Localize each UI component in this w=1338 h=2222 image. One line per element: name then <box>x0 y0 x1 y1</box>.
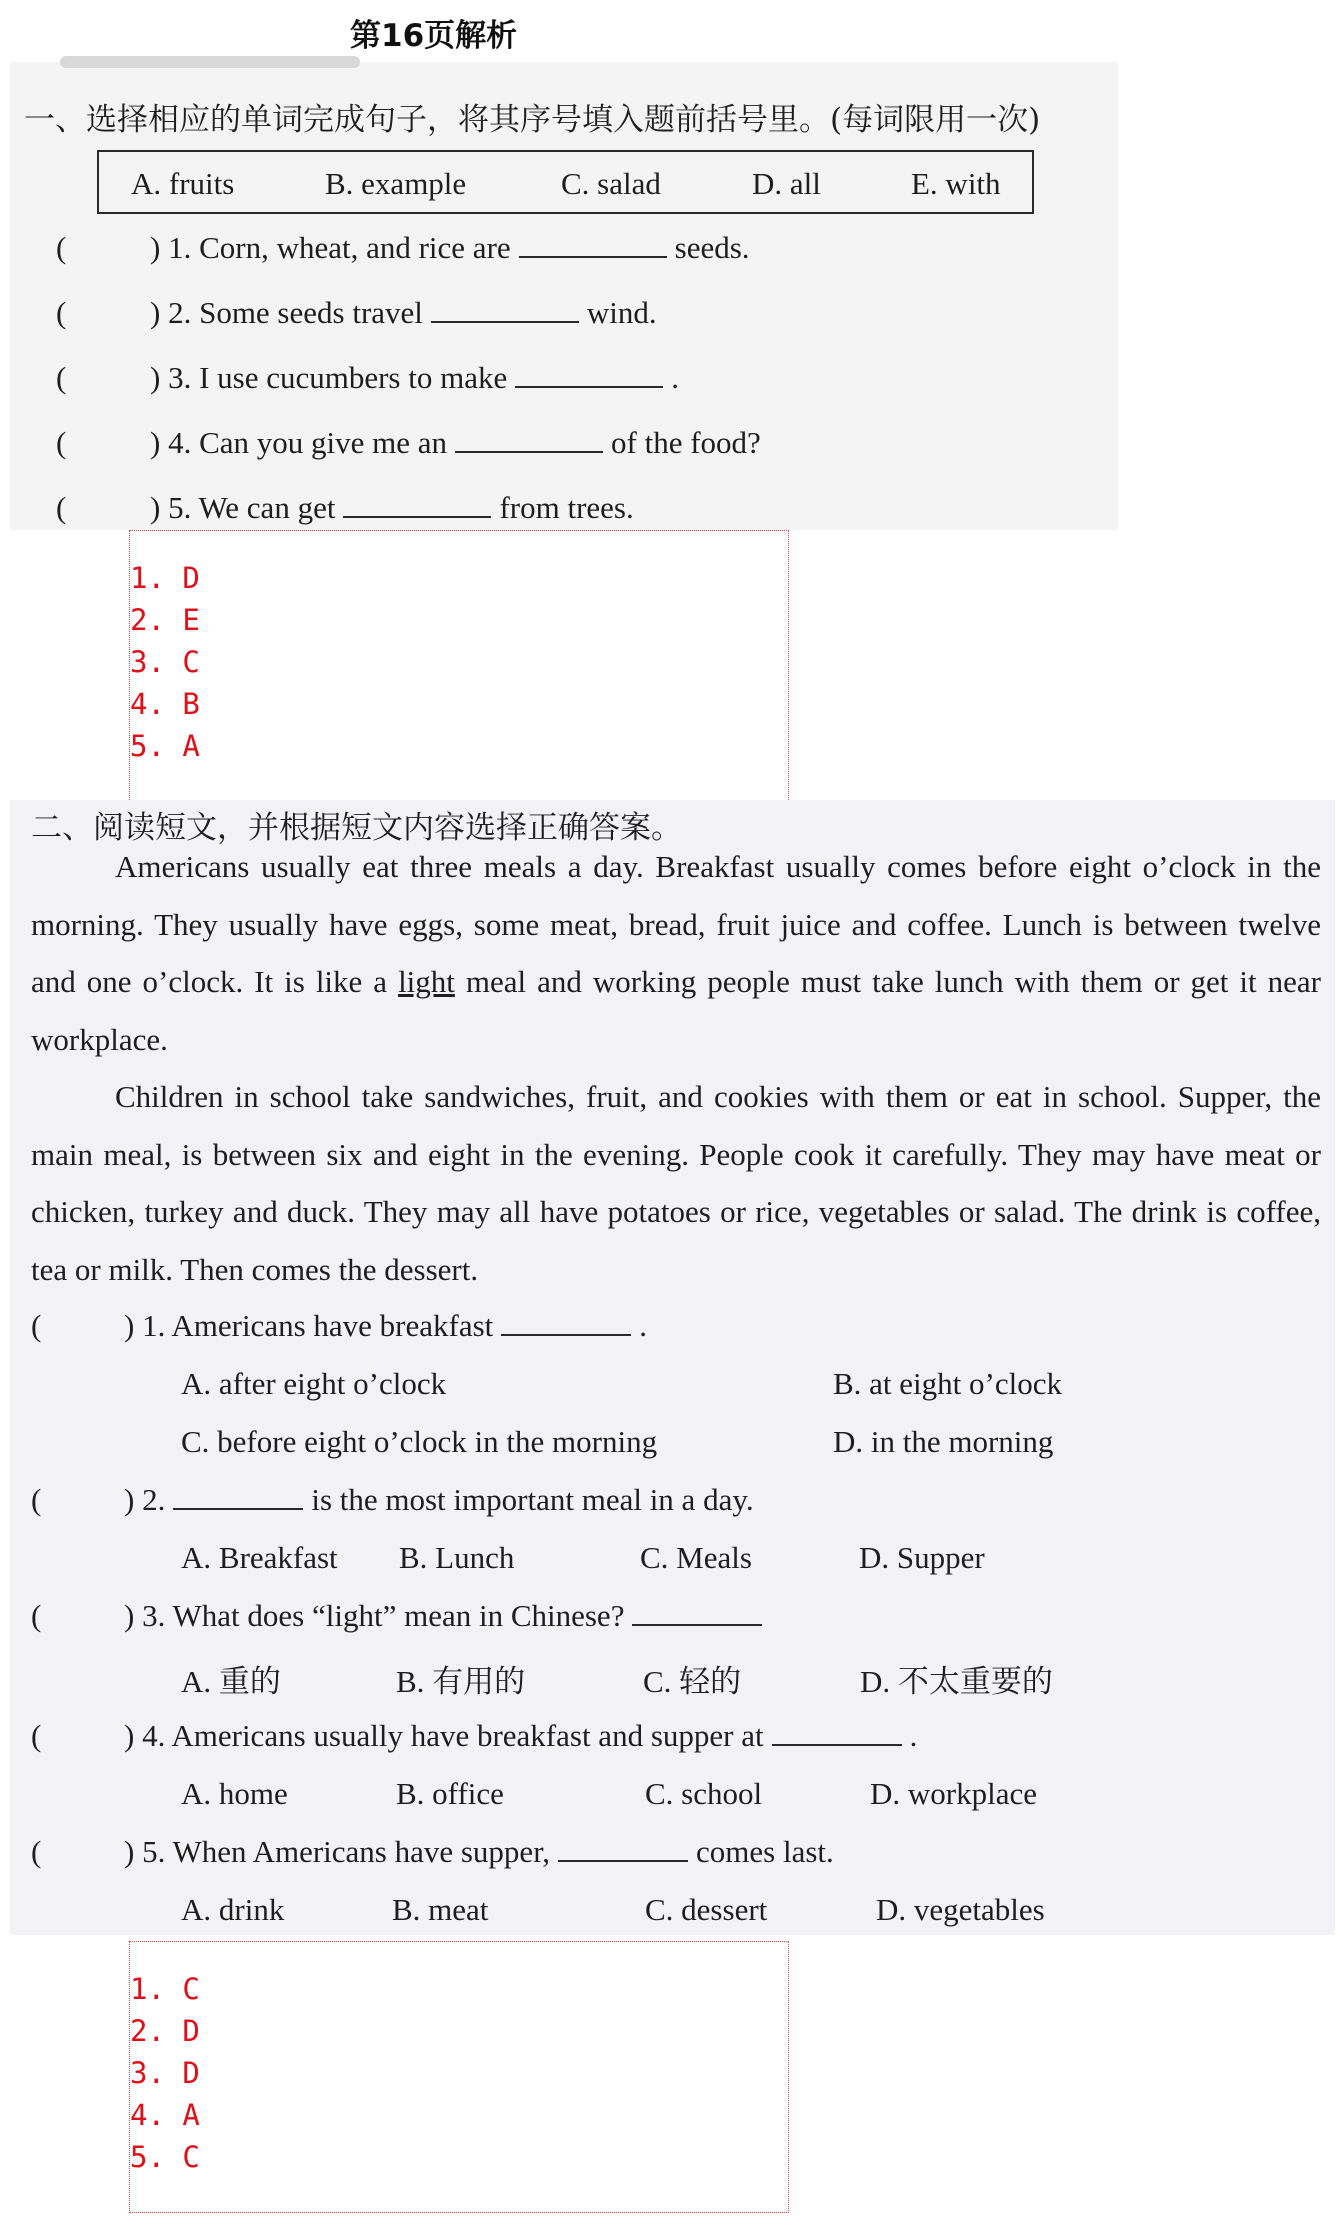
word-options-box <box>97 150 1034 214</box>
answer-line: 2. E <box>130 603 200 637</box>
page-title: 第16页解析 <box>350 18 518 54</box>
fill-question-2: ) 2. Some seeds travel wind. <box>150 295 657 330</box>
fill-question-5: ) 5. We can get from trees. <box>150 490 634 525</box>
answer-paren: ( <box>31 1308 42 1343</box>
answer-paren: ( <box>56 360 67 395</box>
choice-option: B. office <box>396 1776 504 1811</box>
choice-option: C. Meals <box>640 1540 752 1575</box>
word-option: C. salad <box>561 166 661 201</box>
answer-key-box-1 <box>129 530 789 802</box>
reading-paragraph-1: Americans usually eat three meals a day. Breakfast usually comes before eight o’clock in the morning. They usually have eggs, some meat, bread, fruit juice and coffee. Lunch is between twelve and one o’clock. It is like a light meal and working people must take lunch with them or get it near workplace. <box>31 849 1321 1057</box>
answer-paren: ( <box>56 295 67 330</box>
word-option: A. fruits <box>131 166 235 201</box>
answer-line: 5. A <box>130 729 200 763</box>
reading-question-3: ) 3. What does “light” mean in Chinese? <box>124 1598 770 1634</box>
fill-question-4: ) 4. Can you give me an of the food? <box>150 425 761 460</box>
choice-option: A. Breakfast <box>181 1540 338 1575</box>
answer-paren: ( <box>56 425 67 460</box>
underlined-word: light <box>398 964 455 999</box>
answer-paren: ( <box>31 1718 42 1753</box>
answer-line: 4. A <box>130 2098 200 2132</box>
reading-question-5: ) 5. When Americans have supper, comes last. <box>124 1834 834 1869</box>
choice-option: C. 轻的 <box>643 1664 742 1699</box>
answer-key-box-2 <box>129 1941 789 2213</box>
choice-option: C. school <box>645 1776 763 1811</box>
choice-option: C. dessert <box>645 1892 768 1927</box>
choice-option: D. vegetables <box>876 1892 1045 1927</box>
choice-option: A. after eight o’clock <box>181 1366 447 1401</box>
choice-option: D. Supper <box>859 1540 985 1575</box>
choice-option: B. at eight o’clock <box>833 1366 1062 1401</box>
section2-heading: 二、阅读短文，并根据短文内容选择正确答案。 <box>31 810 682 846</box>
word-option: B. example <box>325 166 467 201</box>
choice-option: A. 重的 <box>181 1664 281 1699</box>
fill-question-3: ) 3. I use cucumbers to make . <box>150 360 679 395</box>
reading-question-4: ) 4. Americans usually have breakfast and supper at . <box>124 1718 918 1753</box>
scan-cropped-header-mark <box>60 56 360 68</box>
answer-line: 3. C <box>130 645 200 679</box>
answer-line: 1. D <box>130 561 200 595</box>
answer-paren: ( <box>56 230 67 265</box>
answer-line: 5. C <box>130 2140 200 2174</box>
choice-option: B. 有用的 <box>396 1664 526 1699</box>
reading-question-2: ) 2. is the most important meal in a day. <box>124 1482 754 1517</box>
answer-paren: ( <box>31 1834 42 1869</box>
choice-option: D. in the morning <box>833 1424 1054 1459</box>
answer-paren: ( <box>31 1482 42 1517</box>
choice-option: A. home <box>181 1776 288 1811</box>
reading-question-1: ) 1. Americans have breakfast . <box>124 1308 648 1343</box>
choice-option: D. 不太重要的 <box>860 1664 1053 1699</box>
choice-option: A. drink <box>181 1892 285 1927</box>
answer-line: 2. D <box>130 2014 200 2048</box>
choice-option: B. meat <box>392 1892 489 1927</box>
answer-line: 1. C <box>130 1972 200 2006</box>
answer-paren: ( <box>56 490 67 525</box>
choice-option: C. before eight o’clock in the morning <box>181 1424 658 1459</box>
word-option: E. with <box>911 166 1001 201</box>
section1-heading: 一、选择相应的单词完成句子，将其序号填入题前括号里。(每词限用一次) <box>24 102 1041 138</box>
answer-line: 4. B <box>130 687 200 721</box>
answer-line: 3. D <box>130 2056 200 2090</box>
fill-question-1: ) 1. Corn, wheat, and rice are seeds. <box>150 230 750 265</box>
word-option: D. all <box>752 166 821 201</box>
choice-option: D. workplace <box>870 1776 1037 1811</box>
choice-option: B. Lunch <box>399 1540 515 1575</box>
answer-paren: ( <box>31 1598 42 1633</box>
reading-paragraph-2: Children in school take sandwiches, fruit, and cookies with them or eat in school. Supper, the main meal, is between six and eight in the evening. People cook it carefully. They may have meat or chicken, turkey and duck. They may all have potatoes or rice, vegetables or salad. The drink is coffee, tea or milk. Then comes the dessert. <box>31 1079 1321 1287</box>
